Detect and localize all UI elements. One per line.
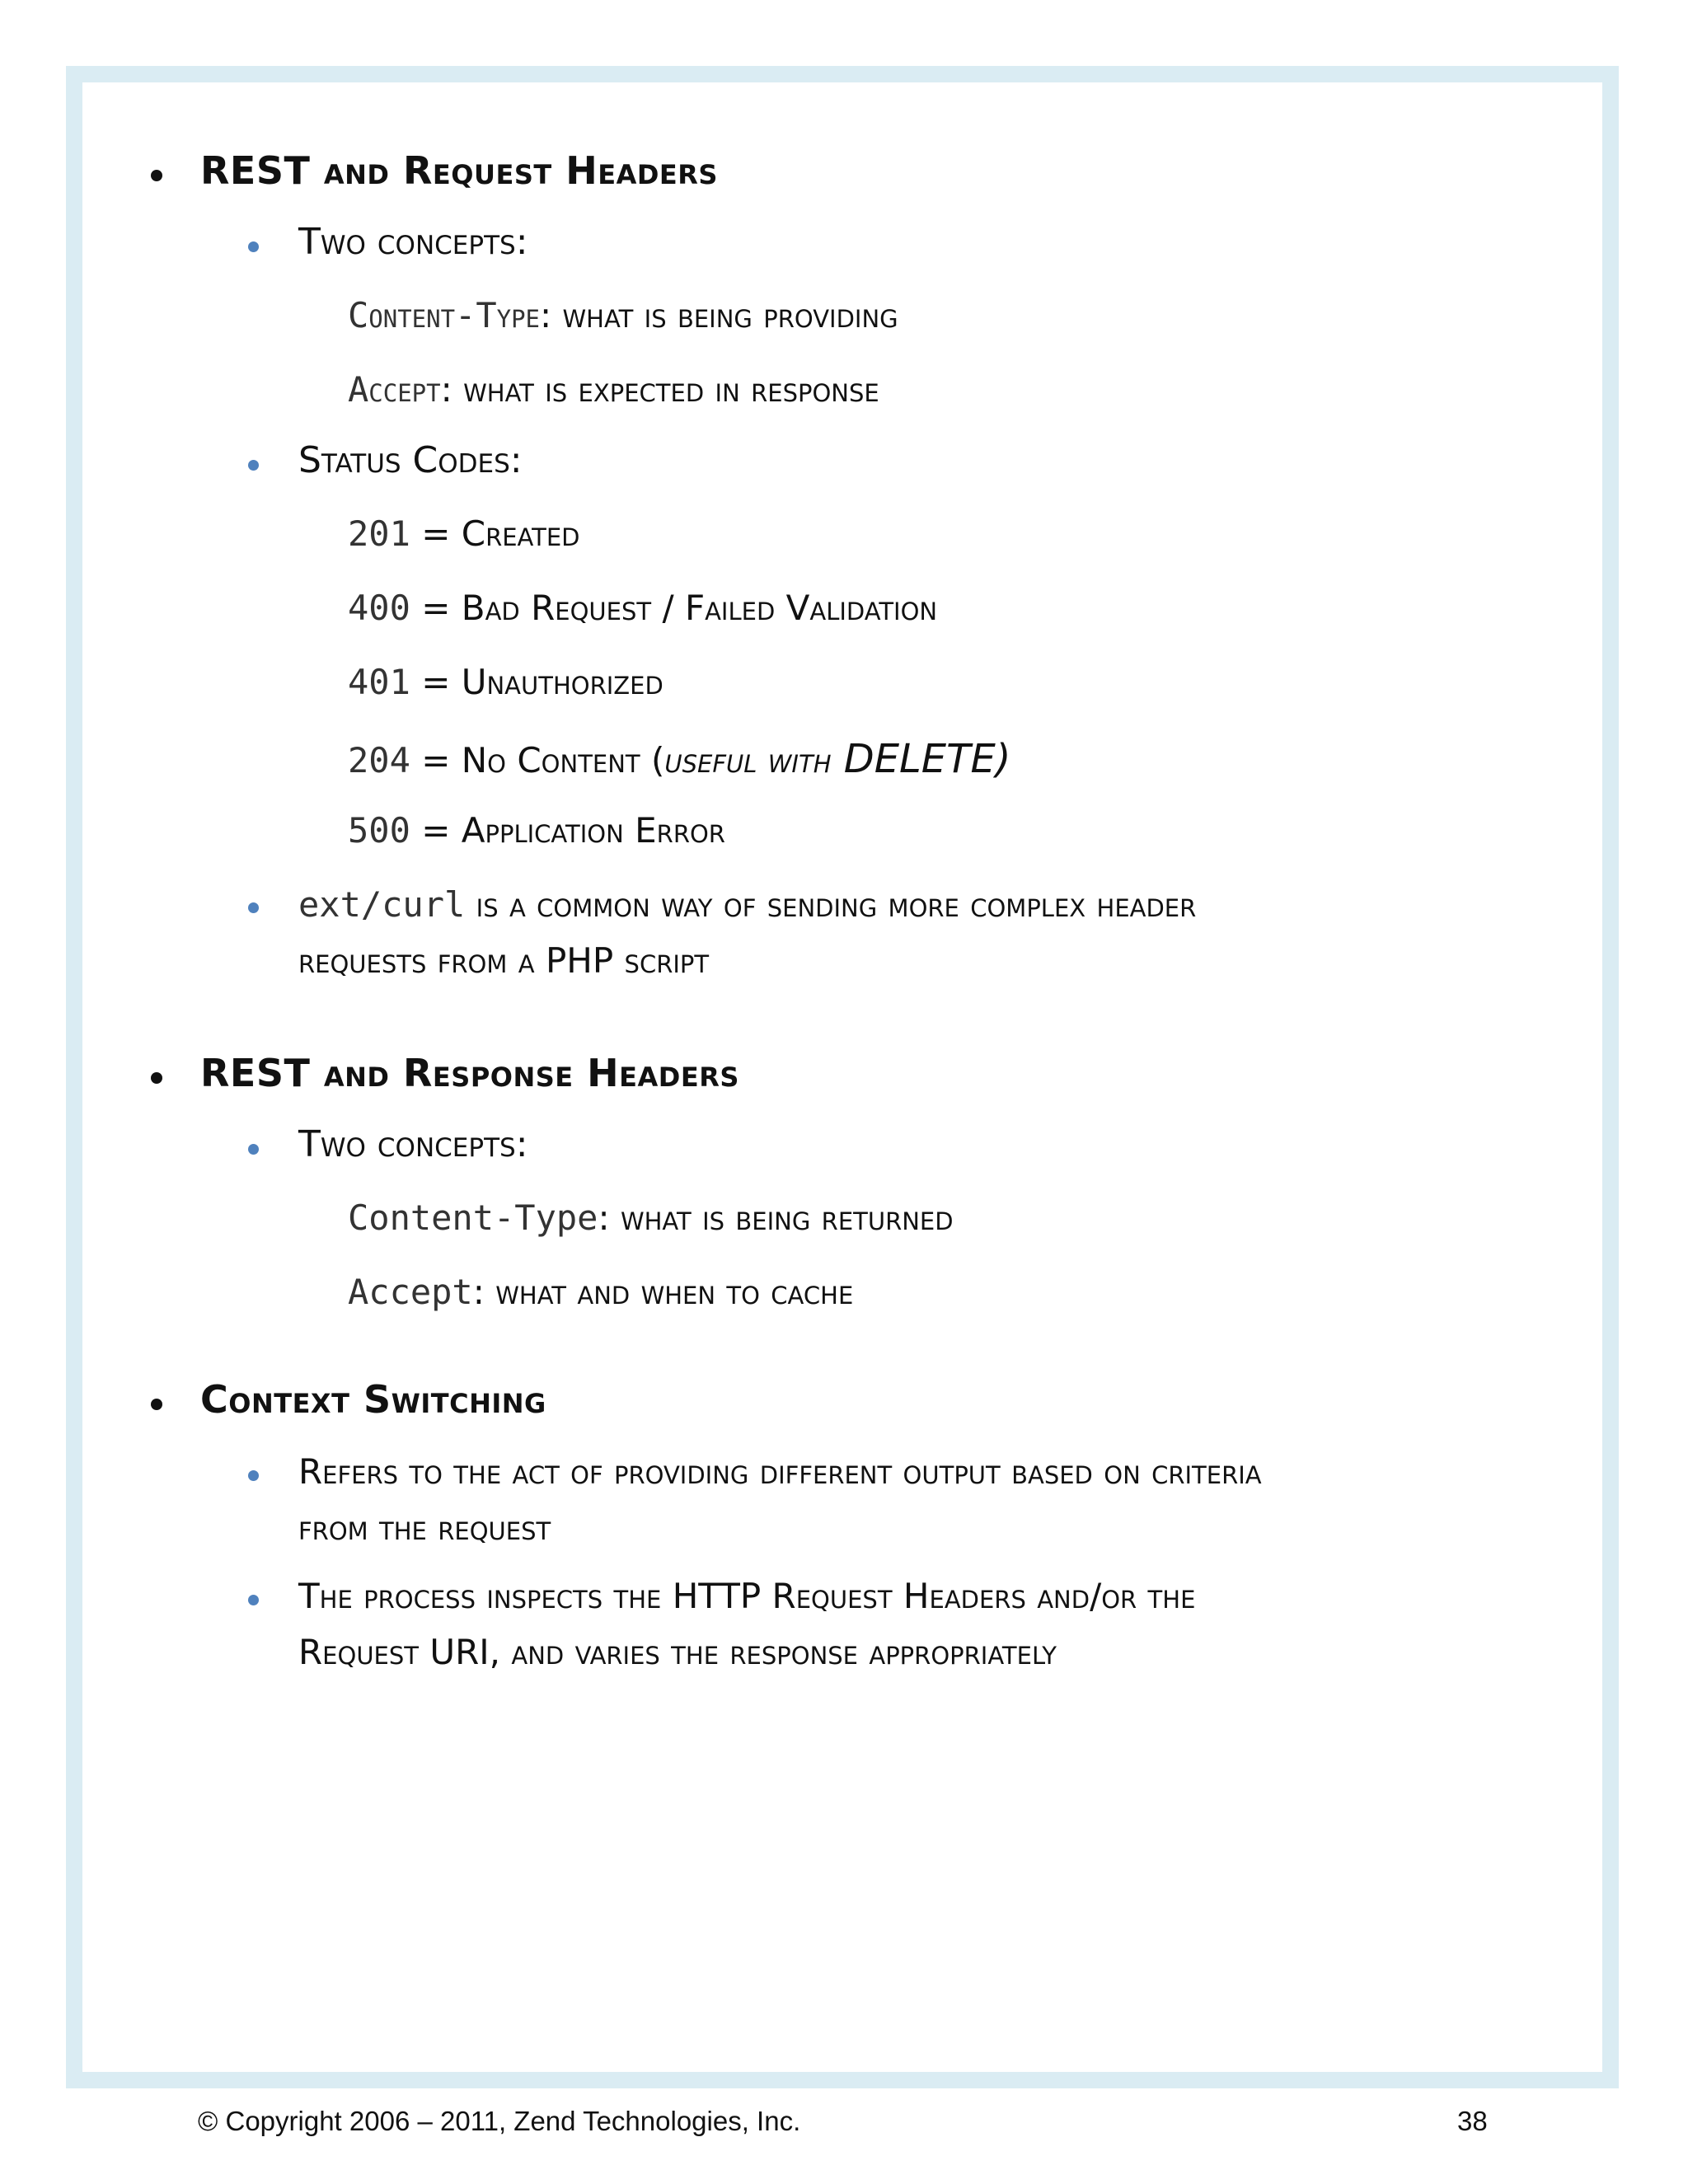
status-text: = Created bbox=[410, 513, 580, 554]
page-number: 38 bbox=[1457, 2106, 1488, 2136]
status-text: = Application Error bbox=[410, 810, 725, 851]
bullet-icon bbox=[248, 241, 259, 252]
item-label: Status Codes: bbox=[298, 439, 523, 481]
status-code: 201 bbox=[348, 513, 410, 554]
copyright-text: © Copyright 2006 – 2011, Zend Technologies, Inc. bbox=[198, 2106, 801, 2136]
status-code: 204 bbox=[348, 740, 410, 780]
status-note-small: useful with bbox=[664, 740, 832, 780]
status-text: = No Content ( bbox=[410, 740, 665, 780]
definition-text: what is being providing bbox=[551, 295, 898, 335]
bullet-icon bbox=[248, 1470, 259, 1481]
code-text: Accept bbox=[348, 369, 441, 410]
header-definition bbox=[348, 295, 898, 335]
status-code-line bbox=[348, 662, 663, 702]
status-code-line bbox=[348, 588, 937, 628]
status-code: 401 bbox=[348, 662, 410, 702]
status-code-line bbox=[348, 513, 580, 554]
bullet-icon bbox=[151, 1072, 162, 1084]
context-item-line: Request URI, and varies the response appropriately bbox=[298, 1632, 1057, 1672]
status-code-line bbox=[348, 810, 725, 851]
header-definition bbox=[348, 1197, 954, 1238]
separator: : bbox=[540, 295, 552, 335]
header-definition bbox=[348, 369, 879, 410]
section-heading-context: Context Switching bbox=[200, 1377, 546, 1422]
definition-text: what is expected in response bbox=[452, 369, 879, 410]
context-item-line: The process inspects the HTTP Request Headers and/or the bbox=[298, 1576, 1196, 1616]
curl-text: is a common way of sending more complex header bbox=[465, 884, 1197, 925]
header-definition bbox=[348, 1272, 853, 1312]
code-text: Content-Type bbox=[348, 1197, 598, 1238]
code-text: Accept bbox=[348, 1272, 473, 1312]
item-label: Two concepts: bbox=[298, 221, 528, 263]
bullet-icon bbox=[248, 902, 259, 913]
section-heading-response: REST and Response Headers bbox=[200, 1051, 739, 1095]
separator: : bbox=[472, 1272, 485, 1312]
item-label: Two concepts: bbox=[298, 1123, 528, 1165]
separator: : bbox=[598, 1197, 610, 1238]
curl-line-2: requests from a PHP script bbox=[298, 940, 710, 981]
context-item-line: Refers to the act of providing different output based on criteria bbox=[298, 1451, 1262, 1492]
bullet-icon bbox=[248, 1144, 259, 1155]
curl-line bbox=[298, 884, 1196, 925]
context-item-line: from the request bbox=[298, 1507, 551, 1548]
definition-text: what is being returned bbox=[609, 1197, 954, 1238]
bullet-icon bbox=[151, 1399, 162, 1410]
status-text: = Unauthorized bbox=[410, 662, 663, 702]
bullet-icon bbox=[151, 170, 162, 181]
code-text: ext/curl bbox=[298, 884, 466, 925]
code-text: Content-Type bbox=[348, 295, 540, 335]
status-code-line bbox=[348, 736, 1011, 782]
bullet-icon bbox=[248, 1595, 259, 1605]
section-heading-request: REST and Request Headers bbox=[200, 148, 718, 193]
separator: : bbox=[440, 369, 452, 410]
status-code: 500 bbox=[348, 810, 410, 851]
status-note-large: DELETE) bbox=[831, 736, 1011, 782]
status-text: = Bad Request / Failed Validation bbox=[410, 588, 938, 628]
bullet-icon bbox=[248, 460, 259, 471]
definition-text: what and when to cache bbox=[484, 1272, 854, 1312]
status-code: 400 bbox=[348, 588, 410, 628]
